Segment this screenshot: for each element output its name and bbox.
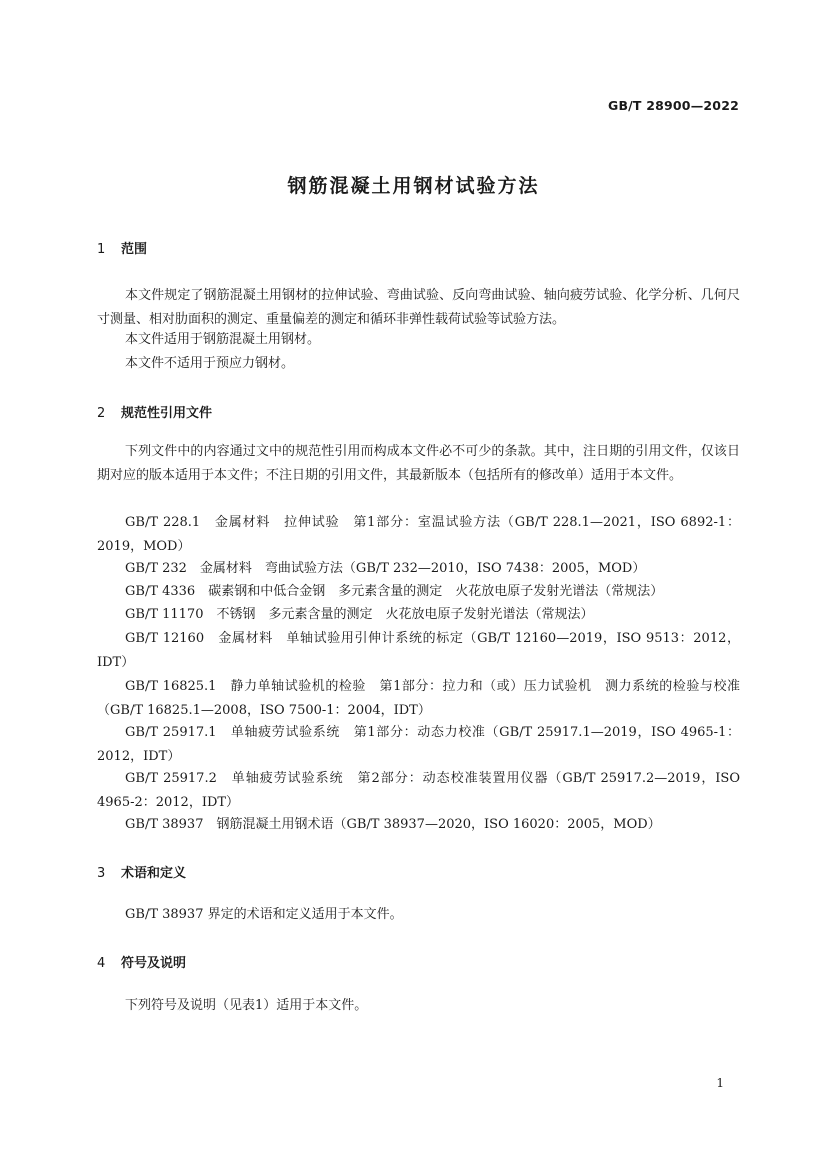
section-title: 规范性引用文件: [121, 406, 213, 421]
paragraph: 本文件不适用于预应力钢材。: [125, 356, 295, 371]
reference-item: GB/T 12160 金属材料 单轴试验用引伸计系统的标定（GB/T 12160—2019，ISO 9513：2012，IDT）: [97, 631, 740, 670]
reference-item: GB/T 11170 不锈钢 多元素含量的测定 火花放电原子发射光谱法（常规法）: [125, 607, 594, 622]
section-heading-scope: [97, 238, 147, 257]
section-title: 术语和定义: [121, 866, 187, 881]
reference-item: GB/T 16825.1 静力单轴试验机的检验 第1部分：拉力和（或）压力试验机 测力系统的检验与校准（GB/T 16825.1—2008，ISO 7500-1：2004，IDT）: [97, 679, 740, 718]
reference-item: GB/T 25917.1 单轴疲劳试验系统 第1部分：动态力校准（GB/T 25917.1—2019，ISO 4965-1：2012，IDT）: [97, 725, 740, 764]
section-number: 4: [97, 956, 106, 971]
reference-item: GB/T 25917.2 单轴疲劳试验系统 第2部分：动态校准装置用仪器（GB/T 25917.2—2019，ISO 4965-2：2012，IDT）: [97, 771, 740, 810]
reference-item: GB/T 38937 钢筋混凝土用钢术语（GB/T 38937—2020，ISO 16020：2005，MOD）: [125, 817, 661, 832]
section-heading-symbols: [97, 952, 186, 971]
reference-item: GB/T 232 金属材料 弯曲试验方法（GB/T 232—2010，ISO 7438：2005，MOD）: [125, 561, 646, 576]
section-heading-terms-definitions: [97, 862, 186, 881]
section-heading-normative-references: [97, 402, 212, 421]
document-title: 钢筋混凝土用钢材试验方法: [287, 175, 540, 197]
reference-item: GB/T 228.1 金属材料 拉伸试验 第1部分：室温试验方法（GB/T 228.1—2021，ISO 6892-1：2019，MOD）: [97, 515, 740, 554]
standard-code: GB/T 28900—2022: [607, 98, 739, 113]
paragraph: 下列符号及说明（见表1）适用于本文件。: [125, 998, 368, 1013]
section-title: 范围: [121, 242, 148, 257]
page-number: 1: [716, 1076, 724, 1090]
section-number: 2: [97, 406, 106, 421]
paragraph: 本文件规定了钢筋混凝土用钢材的拉伸试验、弯曲试验、反向弯曲试验、轴向疲劳试验、化学分析、几何尺寸测量、相对肋面积的测定、重量偏差的测定和循环非弹性载荷试验等试验方法。: [97, 288, 740, 327]
paragraph: 下列文件中的内容通过文中的规范性引用而构成本文件必不可少的条款。其中，注日期的引用文件，仅该日期对应的版本适用于本文件；不注日期的引用文件，其最新版本（包括所有的修改单）适用于本文件。: [97, 444, 740, 483]
section-number: 1: [97, 242, 106, 257]
paragraph: GB/T 38937 界定的术语和定义适用于本文件。: [125, 907, 403, 922]
section-title: 符号及说明: [121, 956, 187, 971]
reference-item: GB/T 4336 碳素钢和中低合金钢 多元素含量的测定 火花放电原子发射光谱法（常规法）: [125, 584, 664, 599]
section-number: 3: [97, 866, 106, 881]
paragraph: 本文件适用于钢筋混凝土用钢材。: [125, 332, 321, 347]
